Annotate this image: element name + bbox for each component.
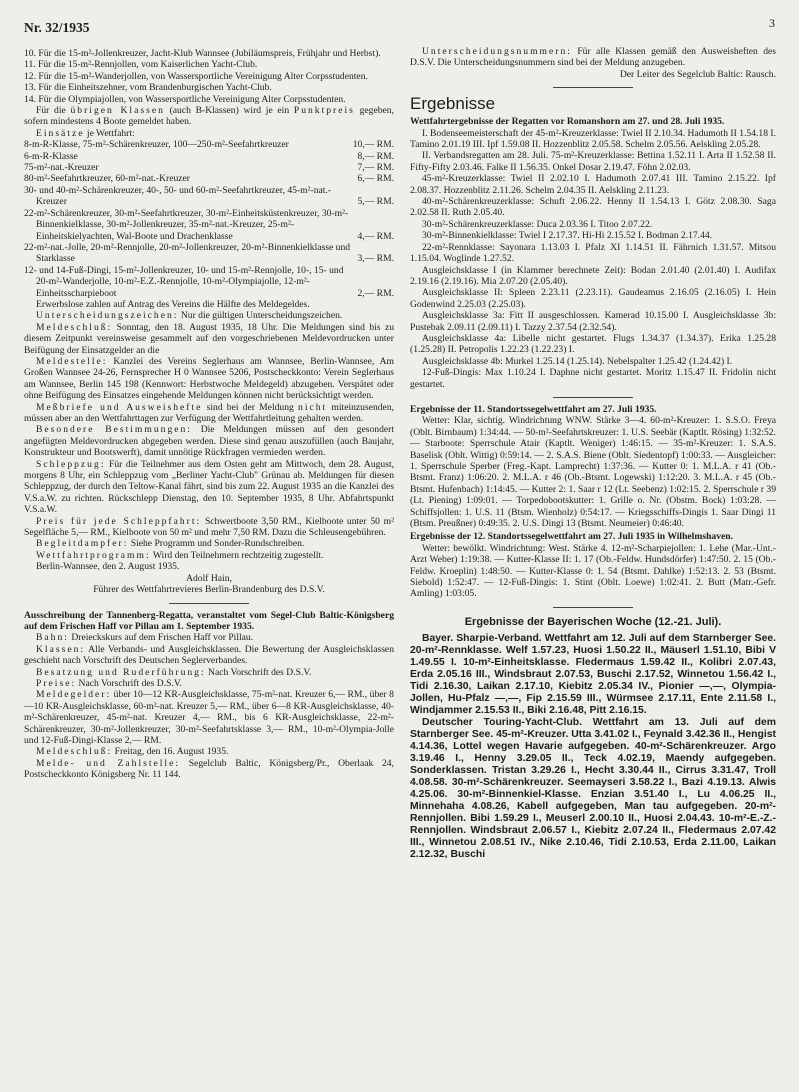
result-paragraph: Ausgleichsklasse I (in Klammer berechnete Zeit): Bodan 2.01.40 (2.01.40) I. Audifax 2.19.16 (2.19.16). Mia 2.07.20 (2.05.40).	[410, 264, 776, 287]
result-paragraph: 12-Fuß-Dingis: Max 1.10.24 I. Daphne nicht gestartet. Moritz 1.15.47 II. Fridolin nicht gestartet.	[410, 367, 776, 390]
unemployed-note: Erwerbslose zahlen auf Antrag des Vereins die Hälfte des Meldegeldes.	[36, 298, 310, 310]
meldestelle-paragraph: Meldestelle: Kanzlei des Vereins Seglerhaus am Wannsee, Berlin-Wannsee, Am Großen Wannsee 24-26, Fernsprecher H 0 Wannsee 5206, Postscheckkonto: Verein Seglerhaus am Wannsee, Berlin 145 198 (Kennwort: Herbstwoche Meldegeld) abzugeben. Verspätet oder ohne Beifügung des Einsatzes eingehende Meldungen können nicht berücksichtigt werden.	[24, 355, 394, 402]
unterscheidungszeichen-paragraph: Unterscheidungszeichen: Nur die gültigen Unterscheidungszeichen.	[36, 310, 343, 322]
date-line: Berlin-Wannsee, den 2. August 1935.	[36, 561, 180, 573]
einsaetze-heading: Einsätze je Wettfahrt:	[36, 127, 135, 139]
list-item: 13. Für die Einheitszehner, vom Brandenburgischen Yacht-Club.	[24, 82, 272, 94]
fee-row: 8-m-R-Klasse, 75-m²-Schärenkreuzer, 100—250-m²-Seefahrtkreuzer 10,— RM.	[24, 139, 394, 151]
result-paragraph: 40-m²-Schärenkreuzerklasse: Schuft 2.06.22. Henny II 1.54.13 I. Götz 2.08.30. Saga 2.02.58 II. Ruth 2.05.40.	[410, 196, 776, 219]
standort-11-title: Ergebnisse der 11. Standortssegelwettfahrt am 27. Juli 1935.	[410, 403, 657, 415]
result-paragraph: Ausgleichsklasse 4b: Murkel 1.25.14 (1.25.14). Nebelspalter 1.25.42 (1.24.42) I.	[422, 355, 733, 367]
unterscheidungsnummern-paragraph: Unterscheidungsnummern: Für alle Klassen gemäß den Ausweisheften des D.S.V. Die Unterscheidungsnummern sind bei der Meldung anzugeben.	[410, 46, 776, 69]
issue-number: Nr. 32/1935	[24, 20, 90, 35]
spaced-term: übrigen Klassen	[70, 105, 165, 117]
page-number: 3	[769, 16, 775, 30]
result-paragraph: 30-m²-Binnenkielklasse: Twiel I 2.17.37. Hi-Hi 2.15.52 I. Bodman 2.17.44.	[422, 230, 713, 242]
fee-row: 12- und 14-Fuß-Dingi, 15-m²-Jollenkreuzer, 10- und 15-m²-Rennjolle, 10-, 15- und 20-m²-Wanderjolle, 10-m²-E.Z.-Rennjolle, 10-m²-Olympiajolle, 12-m²-Einheitsscharpieboot 2,— RM.	[24, 264, 394, 299]
tb-meldestelle: Melde- und Zahlstelle: Segelclub Baltic, Königsberg/Pr., Oberlaak 24, Postscheckkonto Königsberg Nr. 11 144.	[24, 757, 394, 781]
right-column	[410, 46, 776, 861]
divider	[169, 603, 249, 604]
list-item: 11. Für die 15-m²-Rennjollen, vom Kaiserlichen Yacht-Club.	[24, 59, 258, 71]
touring-yacht-club-results: Deutscher Touring-Yacht-Club. Wettfahrt am 13. Juli auf dem Starnberger See. 45-m²-Kreuzer. Utta 3.41.02 I., Feynald 3.42.36 II., Hengist 4.14.36, Lottel wegen Havarie aufgegeben. 40-m²-Schärenkreuzer. Argo 3.19.46 I., Henny 3.29.05 II., Teck 4.02.19, Maendy aufgegeben. Sonderklassen. Tristan 3.29.26 I., Hecht 3.30.44 II., Cirrus 3.31.47, Troll 4.08.58. 30-m²-Schärenkreuzer. Seemayseri 3.58.22 I., Bazi 4.19.13. Alwis 4.25.06. 30-m²-Binnenkiel-Klasse. Enzian 3.51.40 I., Lu 4.06.25 II., Minnehaha 4.08.26, Kabell aufgegeben, Man tau aufgegeben. 20-m²-Rennjollen. Bibi 1.59.29 I., Meuserl 2.00.10 II., Huosi 2.04.43. 10-m²-E.-Z.-Rennjollen. Windsbraut 2.06.57 I., Kiebitz 2.07.24 II., Fledermaus 2.07.42 III., Winnetou 2.08.51 IV., Nike 2.10.46, Tidi 2.10.53, Erda 2.11.00, Laikan 2.12.32, Buschi	[410, 716, 777, 860]
fee-table	[24, 139, 394, 299]
messbriefe-paragraph: Meßbriefe und Ausweishefte sind bei der Meldung nicht miteinzusenden, müssen aber an den Wettfahrttagen zur Verfügung der Wettfahrtleitung gehalten werden.	[24, 401, 395, 424]
schleppzug-paragraph: Schleppzug: Für die Teilnehmer aus dem Osten geht am Mittwoch, dem 28. August, morgens 8 Uhr, ein Schleppzug vom „Berliner Yacht-Club" Grünau ab. Meldungen für diesen Schleppzug, der durch den Teltow-Kanal fährt, sind bis zum 22. August 1935 an die Kanzlei des V.S.a.W. zu richten. Rückschlepp Dienstag, den 10. September 1935, 8 Uhr. Abfahrtspunkt V.S.a.W.	[24, 458, 395, 516]
baltic-signature: Der Leiter des Segelclub Baltic: Rausch.	[619, 68, 776, 80]
result-paragraph: 45-m²-Kreuzerklasse: Twiel II 2.02.10 I. Hadumoth 2.07.41 III. Tamino 2.15.22. Ipf 2.08.37. Hozzenblitz 2.11.26. Schelm 2.04.35 II. Aelskling 2.11.23.	[410, 173, 776, 196]
points-prize-paragraph: Für die übrigen Klassen (auch B-Klassen) wird je ein Punktpreis gegeben, sofern mindestens 4 Boote gemeldet haben.	[24, 105, 394, 128]
bayerische-woche-title: Ergebnisse der Bayerischen Woche (12.-21. Juli).	[464, 615, 722, 628]
result-paragraph: Ausgleichsklasse II: Spleen 2.23.11 (2.23.11). Gaudeamus 2.16.05 (2.16.05) I. Hein Godenwind 2.25.03 (2.25.03).	[410, 287, 776, 310]
tb-preise: Preise: Nach Vorschrift des D.S.V.	[36, 677, 182, 689]
meldeschluss-paragraph: Meldeschluß: Sonntag, den 18. August 1935, 18 Uhr. Die Meldungen sind bis zu diesem Zeitpunkt vereinsweise gesammelt auf den vorgeschriebenen Meldevordrucken unter Beifügung der Einsatzgelder an die	[24, 321, 394, 356]
tb-bahn: Bahn: Dreieckskurs auf dem Frischen Haff vor Pillau.	[36, 632, 254, 644]
besondere-bestimmungen-paragraph: Besondere Bestimmungen: Die Meldungen müssen auf den gesondert angefügten Meldevordrucken abgegeben werden. Diese sind genau auszufüllen (auch Baujahr, Konstrukteur und Bootswerft), damit unnötige Rückfragen vermieden werden.	[24, 424, 394, 459]
sharpie-verband-results: Bayer. Sharpie-Verband. Wettfahrt am 12. Juli auf dem Starnberger See. 20-m²-Rennklasse. Welf 1.57.23, Huosi 1.50.22 II., Mäuserl 1.51.10, Bibi V 1.49.55 I. 10-m²-Einheitsklasse. Fledermaus 1.59.42 II., Kolibri 2.07.43, Erda 2.05.16 III., Windsbraut 2.07.53, Buschi 2.17.52, Winnetou 1.56.42 I., Tidi 2.16.30, Laikan 2.17.10, Kiebitz 2.05.34 IV., Pionier —,—, Olympia-Jollen, Hu-Pfalz —,—, Fip 2.15.59 III., Würmsee 2.17.11, Ente 2.11.58 I., Windjammer 2.15.53 II., Biki 2.16.48, Pitt 2.16.15.	[410, 632, 777, 716]
result-paragraph: 22-m²-Rennklasse: Sayonara 1.13.03 I. Pfalz XI 1.14.51 II. Fährnich 1.31.57. Mitsou 1.15.04. Woglinde 1.27.52.	[410, 241, 776, 265]
list-item: 10. Für die 15-m²-Jollenkreuzer, Jacht-Klub Wannsee (Jubiläumspreis, Frühjahr und Herbst).	[24, 48, 381, 59]
ergebnisse-heading: Ergebnisse	[410, 94, 496, 114]
fee-row: 75-m²-nat.-Kreuzer 7,— RM.	[24, 162, 394, 174]
list-item: 12. Für die 15-m²-Wanderjollen, von Wassersportliche Vereinigung Alter Corpsstudenten.	[24, 70, 368, 82]
fee-row: 6-m-R-Klasse 8,— RM.	[24, 150, 394, 162]
divider	[553, 397, 633, 398]
wettfahrtprogramm-paragraph: Wettfahrtprogramm: Wird den Teilnehmern rechtzeitig zugestellt.	[36, 549, 324, 561]
begleitdampfer-paragraph: Begleitdampfer: Siehe Programm und Sonder-Rundschreiben.	[36, 538, 305, 550]
fee-row: 22-m²-nat.-Jolle, 20-m²-Rennjolle, 20-m²-Jollenkreuzer, 20-m²-Binnenkielklasse und Starklasse 3,— RM.	[24, 241, 394, 265]
tb-meldegelder: Meldegelder: über 10—12 KR-Ausgleichsklasse, 75-m²-nat. Kreuzer 6,— RM., über 8—10 KR-Ausgleichsklasse, 60-m²-nat. Kreuzer 5,— RM., über 6—8 KR-Ausgleichsklasse, 40-m²-Schärenkreuzer, 45-m²-nat. Kreuzer 4,— RM., bis 6 KR-Ausgleichsklasse, 22-m²-Schärenkreuzer, 30-m²-Jollenkreuzer, 30-m²-Seefahrtsklasse 3,— RM., 10-m²-Olympia-Jolle und 12-Fuß-Dingi-Klasse 2,— RM.	[24, 689, 394, 746]
result-paragraph: Ausgleichsklasse 4a: Libelle nicht gestartet. Flugs 1.34.37 (1.34.37). Erika 1.25.28 (1.25.28) II. Petropolis 1.22.23 (1.22.23) I.	[410, 332, 776, 356]
divider	[553, 607, 633, 608]
fee-row: 30- und 40-m²-Schärenkreuzer, 40-, 50- und 60-m²-Seefahrtkreuzer, 45-m²-nat.-Kreuzer 5,— RM.	[24, 184, 394, 208]
romanshorn-title: Wettfahrtergebnisse der Regatten vor Romanshorn am 27. und 28. Juli 1935.	[410, 116, 725, 128]
fee-row: 80-m²-Seefahrtkreuzer, 60-m²-nat.-Kreuzer 6,— RM.	[24, 173, 394, 185]
tb-besatzung: Besatzung und Ruderführung: Nach Vorschrift des D.S.V.	[36, 666, 312, 678]
standort-12-title: Ergebnisse der 12. Standortssegelwettfahrt am 27. Juli 1935 in Wilhelmshaven.	[410, 531, 733, 543]
tb-klassen: Klassen: Alle Verbands- und Ausgleichsklassen. Die Bewertung der Ausgleichsklassen geschieht nach Vorschrift des Deutschen Seglerverbandes.	[24, 643, 394, 667]
left-column	[24, 48, 394, 781]
standort-12-results: Wetter: bewölkt. Windrichtung: West. Stärke 4. 12-m²-Scharpiejollen: 1. Lehe (Mar.-Unt.-Arzt Weber) 1:19:38. — Kutter-Klasse II: 1. 17 (Ob.-Feldw. Hundsdörfer) 1:47:50. 2. 15 (Ob.-Feldw. Kroeplin) 1:48:50. — Kutter-Klasse 0: 1. 54 (Btsmt. Dahlke) 1:52:13. 2. 53 (Btsmt. Siebold) 1:52:47. — 12-Fuß-Dingis: 1. Stint (Oblt. Loewe) 1:02:41. 2. Butt (Matr.-Gefr. Amling) 1:03:05.	[410, 542, 776, 600]
standort-11-results: Wetter: Klar, sichtig. Windrichtung WNW. Stärke 3—4. 60-m²-Kreuzer: 1. S.S.O. Freya (Oblt. Birnbaum) 1:34:44. — 50-m²-Seefahrtskreuzer: 1. U.S. Seebär (Kaptlt. Rösing) 1:32:52. — Starboote: Sperrschule Atair (Kaptlt. Weniger) 1:46:15. — 35-m²-Kreuzer: 1. S.A.S. Baselisk (Oblt. Wittig) 0:59:14. — 2. S.A.S. Biene (Oblt. Siedentopf) 1:00:33. — Ausgleicher: 1. Sperrschule Sperber (Freg.-Kapt. Lamprecht) 1:37:36. — Kutter 0: 1. M.L.A. r 41 (Ob.-Btsmt. Franz) 1:06:20. 2. M.L.A. r 46 (Ob.-Btsmt. Logewski) 1:12:20. 3. M.L.A. r 45 (Ob.-Btsmt. Hufenbach) 1:14:45. — Kutter 2: 1. Saar r 12 (Lt. Seebenz) 1:02:15. 2. Sperrschule r 39 (Lt. Piening) 1:09:01. — Torpedobootskutter: 1. Grille o. Nr. (Obstm. Bock) 1:03:28. — Schiffsjollen: 1. U.S. 11 (Btsm. Wienholz) 0:54:17. — Kriegsschiffs-Dingis 1. Saar Dingi 11 (Btsm. Preußner) 0:49:35. 2. U.S. Dingi 13 (Btsmt. Neumeier) 0:46:40.	[410, 415, 776, 530]
schleppfahrt-price-paragraph: Preis für jede Schleppfahrt: Schwertboote 3,50 RM., Kielboote unter 50 m² Segelfläche 5,— RM., Kielboote von 50 m² und mehr 7,50 RM. Dazu die Schleusengebühren.	[24, 515, 395, 539]
signer-name: Adolf Hain,	[186, 572, 232, 584]
result-paragraph: I. Bodenseemeisterschaft der 45-m²-Kreuzerklasse: Twiel II 2.10.34. Hadumoth II 1.54.18 I. Tamino 2.01.19 III. Ipf 1.59.08 II. Hozzenblitz 2.05.58. Schelm 2.05.56. Aelskling 2.05.28.	[410, 127, 776, 151]
divider	[553, 87, 633, 88]
signer-role: Führer des Wettfahrtrevieres Berlin-Brandenburg des D.S.V.	[93, 584, 325, 596]
result-paragraph: 30-m²-Schärenkreuzerklasse: Duca 2.03.36 I. Titoo 2.07.22.	[422, 218, 653, 230]
tb-meldeschluss: Meldeschluß: Freitag, den 16. August 1935.	[36, 746, 229, 758]
list-item: 14. Für die Olympiajollen, von Wassersportliche Vereinigung Alter Corpsstudenten.	[24, 93, 346, 105]
tannenberg-title: Ausschreibung der Tannenberg-Regatta, veranstaltet vom Segel-Club Baltic-Königsberg auf dem Frischen Haff vor Pillau am 1. September 1935.	[24, 609, 394, 632]
result-paragraph: Ausgleichsklasse 3a: Fitt II ausgeschlossen. Kamerad 10.15.00 I. Ausgleichsklasse 3b: Pustebak 2.09.11 (2.09.11) I. Tazzy 2.37.54 (2.32.54).	[410, 310, 776, 333]
spaced-term: Punktpreis	[293, 105, 355, 117]
result-paragraph: II. Verbandsregatten am 28. Juli. 75-m²-Kreuzerklasse: Bettina 1.52.11 I. Arta II 1.52.58 II. Fifty-Fifty 2.03.46. Falke II 1.56.35. Onkel Dosar 2.19.47. Föhn 2.02.03.	[410, 150, 776, 173]
fee-row: 22-m²-Schärenkreuzer, 30-m²-Seefahrtkreuzer, 30-m²-Einheitsküstenkreuzer, 30-m²-Binnenkielklasse, 30-m²-Jollenkreuzer, 35-m²-nat.-Kreuzer, 25-m²-Einheitskielyachten, Wal-Boote und Drachenklasse 4,— RM.	[24, 207, 394, 242]
